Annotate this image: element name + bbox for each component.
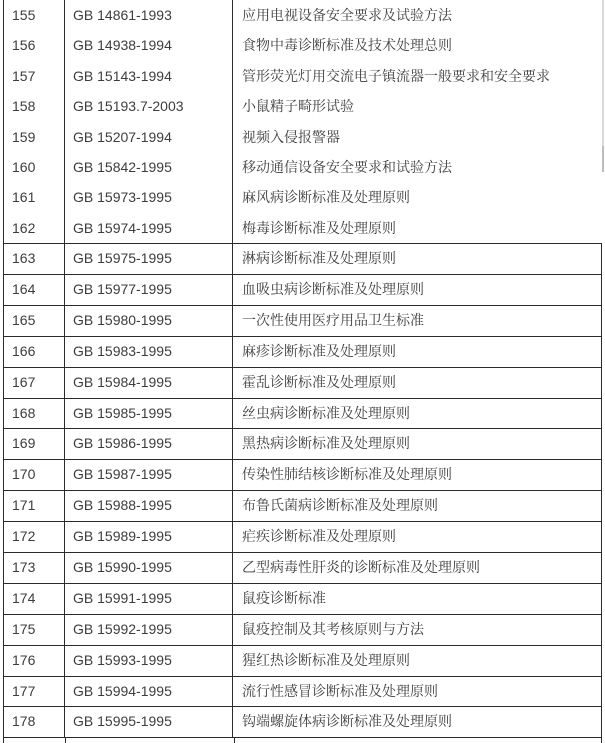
- standard-code-cell: GB 15994-1995: [65, 677, 233, 707]
- standard-code-cell: GB 15974-1995: [65, 213, 233, 243]
- row-index-cell: 165: [4, 306, 65, 336]
- standard-title-cell: 疟疾诊断标准及处理原则: [242, 528, 396, 545]
- table-row: [3, 584, 602, 615]
- standard-title-cell: 鼠疫控制及其考核原则与方法: [242, 620, 424, 637]
- standard-code-cell: GB 15985-1995: [65, 399, 233, 429]
- table-row: [3, 368, 602, 399]
- standard-code-cell: GB 15991-1995: [65, 584, 233, 614]
- table-row: [3, 306, 602, 337]
- standard-title-cell: 一次性使用医疗用品卫生标准: [242, 311, 424, 328]
- row-index-cell: 178: [4, 707, 65, 737]
- standard-title-cell: 乙型病毒性肝炎的诊断标准及处理原则: [242, 559, 480, 576]
- row-index-cell: 155: [4, 0, 65, 30]
- standard-title-cell: 麻疹诊断标准及处理原则: [242, 342, 396, 359]
- standard-code-cell: GB 15988-1995: [65, 491, 233, 521]
- row-index-cell: 162: [4, 213, 65, 243]
- standard-code-cell: GB 15207-1994: [65, 122, 233, 152]
- table-row: [3, 646, 602, 677]
- standard-title-cell: 流行性感冒诊断标准及处理原则: [242, 682, 438, 699]
- standard-code-cell: GB 15992-1995: [65, 615, 233, 645]
- table-row: [3, 61, 602, 91]
- table-row: [3, 429, 602, 460]
- row-index-cell: 167: [4, 368, 65, 398]
- row-index-cell: 169: [4, 429, 65, 459]
- row-index-cell: 174: [4, 584, 65, 614]
- standard-title-cell: 管形荧光灯用交流电子镇流器一般要求和安全要求: [242, 67, 550, 84]
- row-index-cell: 157: [4, 61, 65, 91]
- standard-code-cell: GB 15995-1995: [65, 707, 233, 737]
- standard-title-cell: 鼠疫诊断标准: [242, 589, 326, 606]
- standard-title-cell: 传染性肺结核诊断标准及处理原则: [242, 466, 452, 483]
- standard-code-cell: GB 15143-1994: [65, 61, 233, 91]
- row-index-cell: 172: [4, 522, 65, 552]
- standards-table: [3, 0, 602, 743]
- table-row: [3, 615, 602, 646]
- standard-code-cell: GB 15989-1995: [65, 522, 233, 552]
- standards-table-upper-section: [3, 0, 602, 243]
- standard-code-cell: GB 15975-1995: [65, 244, 233, 274]
- standard-code-cell: GB 15987-1995: [65, 460, 233, 490]
- row-index-cell: 164: [4, 275, 65, 305]
- scrollbar-thumb[interactable]: [602, 146, 604, 172]
- table-row: [3, 677, 602, 708]
- table-row: [3, 491, 602, 522]
- row-index-cell: 173: [4, 553, 65, 583]
- table-row: [3, 122, 602, 152]
- table-row: [3, 399, 602, 430]
- standard-title-cell: 视频入侵报警器: [242, 128, 340, 145]
- standard-title-cell: 移动通信设备安全要求和试验方法: [242, 158, 452, 175]
- standard-title-cell: 食物中毒诊断标准及技术处理总则: [242, 37, 452, 54]
- row-index-cell: 159: [4, 122, 65, 152]
- standard-title-cell: [235, 738, 601, 743]
- standard-title-cell: 猩红热诊断标准及处理原则: [242, 651, 410, 668]
- standard-code-cell: GB 15983-1995: [65, 337, 233, 367]
- standard-code-cell: GB 14861-1993: [65, 0, 233, 30]
- standard-title-cell: 丝虫病诊断标准及处理原则: [242, 404, 410, 421]
- partial-row: [3, 738, 602, 743]
- standard-title-cell: 淋病诊断标准及处理原则: [242, 250, 396, 267]
- standard-code-cell: GB 15977-1995: [65, 275, 233, 305]
- row-index-cell: 175: [4, 615, 65, 645]
- standard-title-cell: 小鼠精子畸形试验: [242, 98, 354, 115]
- standard-code-cell: [66, 738, 235, 743]
- table-row: [3, 522, 602, 553]
- table-row: [3, 244, 602, 275]
- row-index-cell: 166: [4, 337, 65, 367]
- row-index-cell: [4, 738, 66, 743]
- row-index-cell: 163: [4, 244, 65, 274]
- standard-code-cell: GB 15986-1995: [65, 429, 233, 459]
- scrollbar-track[interactable]: [602, 0, 604, 146]
- table-row: [3, 0, 602, 30]
- row-index-cell: 168: [4, 399, 65, 429]
- standard-title-cell: 应用电视设备安全要求及试验方法: [242, 7, 452, 23]
- standard-code-cell: GB 15990-1995: [65, 553, 233, 583]
- row-index-cell: 177: [4, 677, 65, 707]
- table-row: [3, 553, 602, 584]
- row-index-cell: 171: [4, 491, 65, 521]
- table-row: [3, 707, 602, 738]
- standard-title-cell: 钩端螺旋体病诊断标准及处理原则: [242, 713, 452, 730]
- standard-code-cell: GB 15984-1995: [65, 368, 233, 398]
- table-row: [3, 152, 602, 182]
- standard-title-cell: 麻风病诊断标准及处理原则: [242, 189, 410, 206]
- row-index-cell: 161: [4, 182, 65, 212]
- standard-title-cell: 梅毒诊断标准及处理原则: [242, 219, 396, 236]
- standards-table-lower-section: [3, 243, 602, 738]
- standard-code-cell: GB 15842-1995: [65, 152, 233, 182]
- standard-code-cell: GB 15993-1995: [65, 646, 233, 676]
- row-index-cell: 156: [4, 30, 65, 60]
- standard-title-cell: 霍乱诊断标准及处理原则: [242, 373, 396, 390]
- row-index-cell: 158: [4, 91, 65, 121]
- table-row: [3, 460, 602, 491]
- standard-code-cell: GB 15980-1995: [65, 306, 233, 336]
- table-row: [3, 182, 602, 212]
- standard-code-cell: GB 15193.7-2003: [65, 91, 233, 121]
- table-row: [3, 213, 602, 243]
- table-row: [3, 30, 602, 60]
- standard-code-cell: GB 14938-1994: [65, 30, 233, 60]
- table-row: [3, 91, 602, 121]
- standard-title-cell: 黑热病诊断标准及处理原则: [242, 435, 410, 452]
- standard-title-cell: 血吸虫病诊断标准及处理原则: [242, 281, 424, 298]
- row-index-cell: 160: [4, 152, 65, 182]
- standard-code-cell: GB 15973-1995: [65, 182, 233, 212]
- standard-title-cell: 布鲁氏菌病诊断标准及处理原则: [242, 497, 438, 514]
- row-index-cell: 176: [4, 646, 65, 676]
- table-row: [3, 337, 602, 368]
- row-index-cell: 170: [4, 460, 65, 490]
- table-row: [3, 275, 602, 306]
